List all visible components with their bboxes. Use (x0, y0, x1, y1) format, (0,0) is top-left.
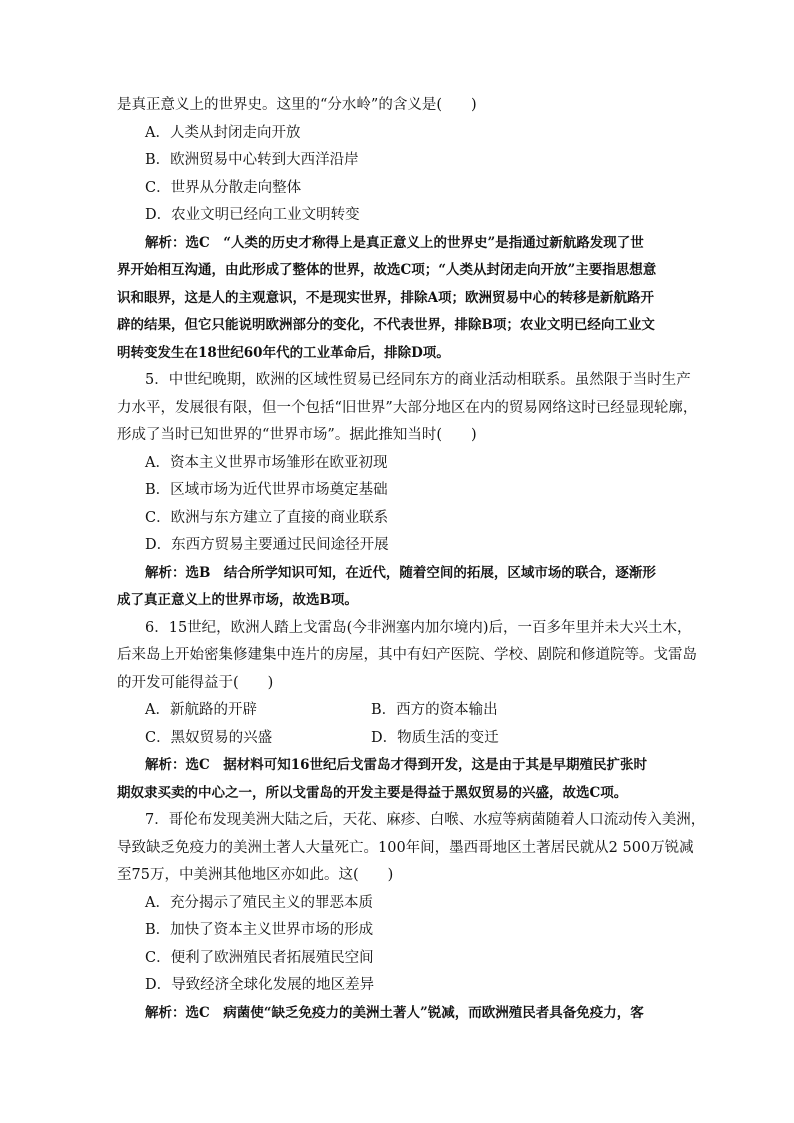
option-text: C．世界从分散走向整体 (145, 179, 302, 196)
analysis-text: 辟的结果，但它只能说明欧洲部分的变化，不代表世界，排除B项；农业文明已经向工业文 (117, 317, 655, 333)
option-text: D．农业文明已经向工业文明转变 (145, 207, 360, 223)
option-row (117, 697, 683, 725)
analysis-text: 解析：选C “人类的历史才称得上是真正意义上的世界史”是指通过新航路发现了世 (145, 234, 644, 251)
question-text: 力水平，发展很有限，但一个包括“旧世界”大部分地区在内的贸易网络这时已经显现轮廓， (117, 399, 698, 416)
option-text: B．加快了资本主义世界市场的形成 (145, 922, 374, 938)
analysis-text: 解析：选B 结合所学知识可知，在近代，随着空间的拓展，区域市场的联合，逐渐形 (145, 564, 656, 581)
analysis-text: 解析：选C 据材料可知16世纪后戈雷岛才得到开发，这是由于其是早期殖民扩张时 (145, 757, 648, 773)
question-text: 的开发可能得益于( ) (117, 674, 274, 691)
option-text: A．新航路的开辟 (145, 702, 257, 718)
analysis-text: 识和眼界，这是人的主观意识，不是现实世界，排除A项；欧洲贸易中心的转移是新航路开 (117, 289, 654, 306)
option-text: A．人类从封闭走向开放 (145, 124, 301, 141)
question-text: 后来岛上开始密集修建集中连片的房屋，其中有妇产医院、学校、剧院和修道院等。戈雷岛 (117, 647, 697, 663)
option-text: B．欧洲贸易中心转到大西洋沿岸 (145, 152, 359, 168)
option-text: D．导致经济全球化发展的地区差异 (145, 977, 375, 993)
option-text: D．物质生活的变迁 (371, 729, 499, 746)
question-text: 6．15世纪，欧洲人踏上戈雷岛(今非洲塞内加尔境内)后，一百多年里并未大兴土木， (145, 619, 692, 636)
question-text: 形成了当时已知世界的“世界市场”。据此推知当时( ) (117, 427, 477, 443)
analysis-text: 解析：选C 病菌使“缺乏免疫力的美洲土著人”锐减，而欧洲殖民者具备免疫力，客 (145, 1004, 644, 1021)
question-text: 5．中世纪晚期，欧洲的区域性贸易已经同东方的商业活动相联系。虽然限于当时生产 (145, 372, 691, 388)
option-text: B．区域市场为近代世界市场奠定基础 (145, 482, 388, 498)
option-text: C．便利了欧洲殖民者拓展殖民空间 (145, 949, 374, 966)
option-text: B．西方的资本输出 (371, 702, 498, 718)
question-text: 7．哥伦布发现美洲大陆之后，天花、麻疹、白喉、水痘等病菌随着人口流动传入美洲， (145, 812, 706, 828)
option-text: D．东西方贸易主要通过民间途径开展 (145, 537, 389, 553)
option-text: A．充分揭示了殖民主义的罪恶本质 (145, 894, 373, 911)
option-text: C．欧洲与东方建立了直接的商业联系 (145, 509, 389, 526)
question-text: 至75万，中美洲其他地区亦如此。这( ) (117, 867, 394, 883)
analysis-text: 成了真正意义上的世界市场，故选B项。 (117, 592, 358, 608)
analysis-text: 界开始相互沟通，由此形成了整体的世界，故选C项；“人类从封闭走向开放”主要指思想意 (117, 262, 657, 278)
question-text: 是真正意义上的世界史。这里的“分水岭”的含义是( ) (117, 97, 477, 113)
question-text: 导致缺乏免疫力的美洲土著人大量死亡。100年间，墨西哥地区土著居民就从2 500万锐减 (117, 839, 694, 856)
option-row (117, 725, 683, 753)
analysis-text: 期奴隶买卖的中心之一，所以戈雷岛的开发主要是得益于黑奴贸易的兴盛，故选C项。 (117, 784, 628, 801)
analysis-text: 明转变发生在18世纪60年代的工业革命后，排除D项。 (117, 344, 450, 361)
option-text: C．黑奴贸易的兴盛 (145, 729, 273, 746)
option-text: A．资本主义世界市场雏形在欧亚初现 (145, 454, 388, 471)
document-body (117, 92, 706, 1027)
